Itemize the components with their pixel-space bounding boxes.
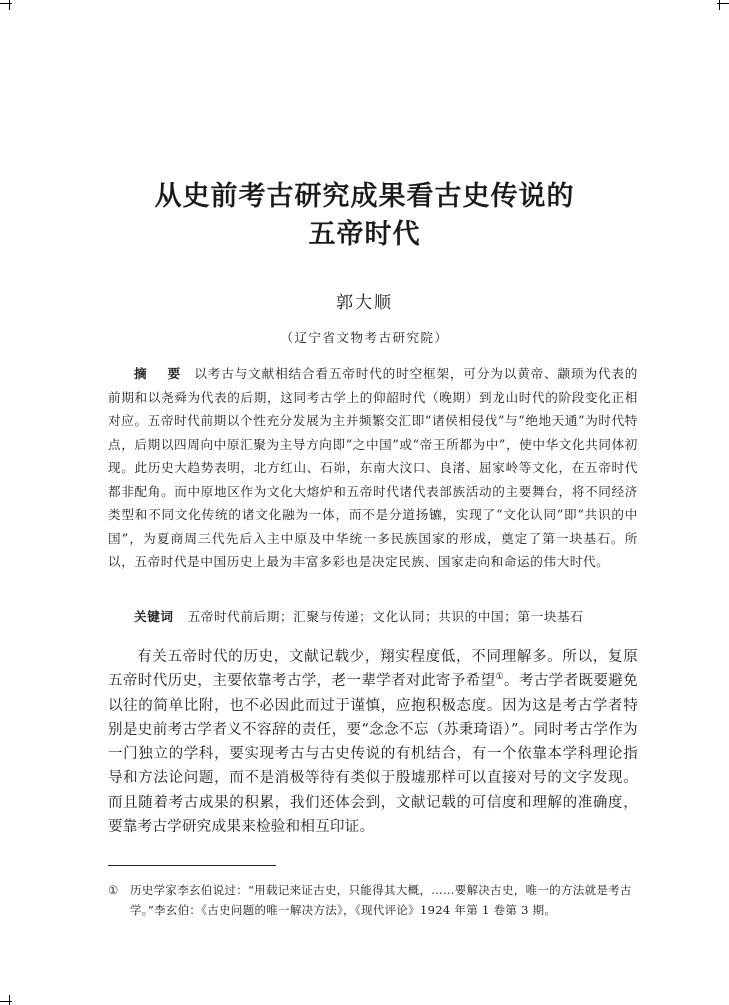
crop-mark-top-left-v [9, 0, 10, 10]
crop-mark-top-left-h [0, 3, 12, 4]
title-line-1: 从史前考古研究成果看古史传说的 [154, 181, 575, 212]
footnote-divider [108, 865, 276, 866]
body-text [108, 645, 638, 839]
footnote-text: 历史学家李玄伯说过：“用载记来证古史，只能得其大概，……要解决古史，唯一的方法就是考古学。”李玄伯：《古史问题的唯一解决方法》，《现代评论》1924 年第 1 卷第 3 期。 [130, 883, 632, 917]
footnote [108, 880, 638, 920]
footnote-reference[interactable]: ① [495, 672, 504, 683]
abstract-label: 摘 要 [134, 366, 189, 381]
body-paragraph-part-1: 有关五帝时代的历史，文献记载少，翔实程度低，不同理解多。所以，复原五帝时代历史，主要依靠考古学，老一辈学者对此寄予希望 [108, 649, 638, 690]
crop-mark-bottom-left-h [0, 1001, 12, 1002]
keywords-label: 关键词 [134, 609, 174, 624]
footnote-mark: ① [108, 883, 119, 897]
title-line-2: 五帝时代 [308, 219, 421, 250]
author-name: 郭大顺 [336, 293, 393, 313]
author-affiliation: （辽宁省文物考古研究院） [280, 330, 449, 345]
body-paragraph [108, 645, 638, 839]
paper-title [0, 178, 729, 254]
crop-mark-top-right-v [719, 0, 720, 10]
abstract-text: 以考古与文献相结合看五帝时代的时空框架，可分为以黄帝、颛顼为代表的前期和以尧舜为代表的后期，这同考古学上的仰韶时代（晚期）到龙山时代的阶段变化正相对应。五帝时代前期以个性充分发展为主并频繁交汇即“诸侯相侵伐”与“绝地天通”为时代特点，后期以四周向中原汇聚为主导方向即“之中国”或“帝王所都为中”，使中华文化共同体初现。此历史大趋势表明，北方红山、石峁，东南大汶口、良渚、屈家岭等文化，在五帝时代都非配角。而中原地区作为文化大熔炉和五帝时代诸代表部族活动的主要舞台，将不同经济类型和不同文化传统的诸文化融为一体，而不是分道扬镳，实现了“文化认同”即“共识的中国”，为夏商周三代先后入主中原及中华统一多民族国家的形成，奠定了第一块基石。所以，五帝时代是中国历史上最为丰富多彩也是决定民族、国家走向和命运的伟大时代。 [108, 366, 638, 569]
keywords-text: 五帝时代前后期；汇聚与传递；文化认同；共识的中国；第一块基石 [187, 609, 584, 624]
crop-mark-bottom-left-v [9, 995, 10, 1005]
abstract [108, 362, 638, 574]
keywords [134, 605, 638, 628]
body-paragraph-part-2: 。考古学者既要避免以往的简单比附，也不必因此而过于谨慎，应抱积极态度。因为这是考古学者特别是史前考古学者义不容辞的责任，要“念念不忘（苏秉琦语）”。同时考古学作为一门独立的学科，要实现考古与古史传说的有机结合，有一个依靠本学科理论指导和方法论问题，而不是消极等待有类似于殷墟那样可以直接对号的文字发现。而且随着考古成果的积累，我们还体会到，文献记载的可信度和理解的准确度，要靠考古学研究成果来检验和相互印证。 [108, 673, 638, 836]
